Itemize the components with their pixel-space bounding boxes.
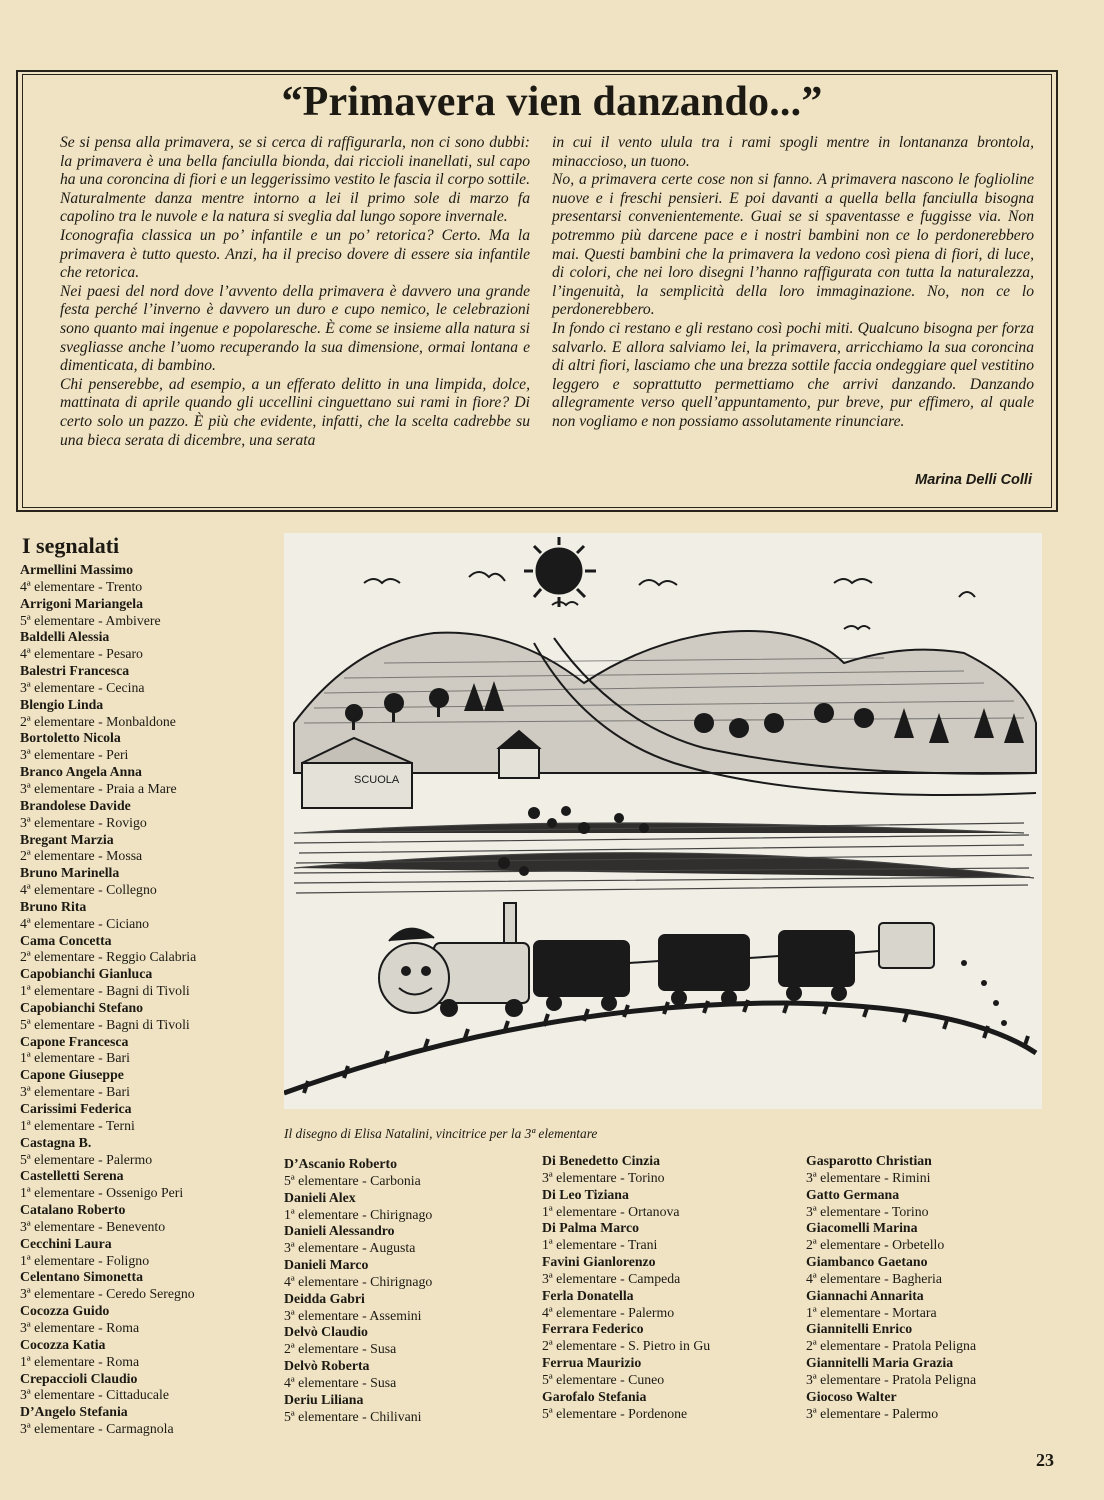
- entry-detail: 1ª elementare - Mortara: [806, 1304, 937, 1320]
- entry-detail: 2ª elementare - Monbaldone: [20, 713, 176, 729]
- school-sign: SCUOLA: [354, 774, 400, 786]
- entry-detail: 2ª elementare - S. Pietro in Gu: [542, 1338, 711, 1354]
- article-paragraph: Iconografia classica un po’ infantile e un po’ retorica? Certo. Ma la primavera è tutto questo. Anzi, ha il preciso dovere di essere sia infantile che retorica.: [60, 226, 530, 282]
- entry-detail: 1ª elementare - Chirignago: [284, 1206, 433, 1222]
- entry-name: Giocoso Walter: [806, 1388, 897, 1404]
- entry-detail: 5ª elementare - Carbonia: [284, 1172, 421, 1188]
- entry-detail: 2ª elementare - Pratola Peligna: [806, 1338, 977, 1354]
- segnalati-column-3: [542, 1153, 792, 1423]
- article-author: Marina Delli Colli: [915, 472, 1032, 488]
- article-paragraph: Chi penserebbe, ad esempio, a un efferato delitto in una limpida, dolce, mattinata di aprile quando gli uccellini cinguettano sui rami in fiore? Di certo solo un pazzo. È più che evidente, infatti, che la scelta cadrebbe su una bieca serata di dicembre, una serata: [60, 375, 530, 449]
- article-paragraph: Se si pensa alla primavera, se si cerca di raffigurarla, non ci sono dubbi: la primavera è una bella fanciulla bionda, dai riccioli inanellati, sul capo ha una coroncina di fiori e un leggerissimo vestito le fascia il corpo sottile. Naturalmente danza mentre intorno a lei il primo sole di marzo fa capolino tra le nuvole e la natura si sveglia dal lungo sopore invernale.: [60, 134, 530, 226]
- entry-name: Ferrua Maurizio: [542, 1355, 642, 1371]
- entry-detail: 4ª elementare - Trento: [20, 578, 143, 594]
- entry-name: Baldelli Alessia: [20, 629, 110, 645]
- entry-name: Celentano Simonetta: [20, 1269, 144, 1285]
- entry-name: Capobianchi Stefano: [20, 999, 144, 1015]
- child-drawing: [284, 533, 1042, 1109]
- entry-detail: 2ª elementare - Reggio Calabria: [20, 949, 197, 965]
- entry-detail: 3ª elementare - Rovigo: [20, 814, 147, 830]
- entry-name: D’Ascanio Roberto: [284, 1156, 398, 1171]
- article-title: “Primavera vien danzando...”: [281, 79, 823, 125]
- page-number: 23: [1036, 1450, 1054, 1470]
- entry-detail: 1ª elementare - Trani: [542, 1237, 658, 1253]
- entry-name: Bruno Marinella: [20, 865, 120, 881]
- entry-name: Catalano Roberto: [20, 1202, 126, 1218]
- entry-name: Cecchini Laura: [20, 1235, 112, 1251]
- entry-name: Giannitelli Maria Grazia: [806, 1355, 954, 1371]
- entry-detail: 1ª elementare - Ossenigo Peri: [20, 1185, 184, 1201]
- entry-name: Di Palma Marco: [542, 1220, 640, 1236]
- entry-detail: 4ª elementare - Susa: [284, 1374, 397, 1390]
- entry-name: Danieli Alex: [284, 1189, 356, 1205]
- article-paragraph: in cui il vento ulula tra i rami spogli mentre in lontananza brontola, minaccioso, un tuono.: [552, 134, 1034, 170]
- article-left-column: [60, 134, 530, 450]
- entry-detail: 4ª elementare - Chirignago: [284, 1273, 433, 1289]
- entry-name: Garofalo Stefania: [542, 1388, 647, 1404]
- entry-detail: 5ª elementare - Bagni di Tivoli: [20, 1016, 190, 1032]
- entry-name: Cama Concetta: [20, 932, 112, 948]
- entry-detail: 1ª elementare - Ortanova: [542, 1203, 680, 1219]
- entry-name: Gasparotto Christian: [806, 1153, 932, 1168]
- segnalati-column-1: [20, 562, 270, 1438]
- entry-detail: 1ª elementare - Terni: [20, 1117, 135, 1133]
- entry-detail: 1ª elementare - Roma: [20, 1353, 140, 1369]
- entry-detail: 4ª elementare - Bagheria: [806, 1270, 942, 1286]
- entry-detail: 3ª elementare - Torino: [542, 1169, 665, 1185]
- entry-name: Di Leo Tiziana: [542, 1186, 629, 1202]
- entry-detail: 3ª elementare - Torino: [806, 1203, 929, 1219]
- entry-name: Branco Angela Anna: [20, 764, 142, 780]
- entry-detail: 3ª elementare - Praia a Mare: [20, 780, 177, 796]
- entry-detail: 3ª elementare - Cecina: [20, 679, 145, 695]
- entry-name: Bruno Rita: [20, 898, 87, 914]
- article-paragraph: Nei paesi del nord dove l’avvento della primavera è davvero una grande festa perché l’inverno è davvero un duro e cupo nemico, le celebrazioni sono quanto mai ingenue e popolaresche. È come se insieme alla natura si svegliasse anche l’uomo recuperando la sua dimensione, ormai lontana e dimenticata, di bambino.: [60, 282, 530, 375]
- entry-name: D’Angelo Stefania: [20, 1404, 128, 1420]
- entry-name: Brandolese Davide: [20, 797, 131, 813]
- entry-name: Deriu Liliana: [284, 1391, 364, 1407]
- entry-detail: 4ª elementare - Ciciano: [20, 915, 150, 931]
- entry-detail: 1ª elementare - Bari: [20, 1050, 130, 1066]
- entry-name: Balestri Francesca: [20, 663, 130, 679]
- entry-name: Blengio Linda: [20, 696, 104, 712]
- entry-detail: 1ª elementare - Foligno: [20, 1252, 150, 1268]
- entry-detail: 5ª elementare - Palermo: [20, 1151, 153, 1167]
- entry-name: Bortoletto Nicola: [20, 730, 121, 746]
- entry-name: Bregant Marzia: [20, 831, 114, 847]
- article-paragraph: No, a primavera certe cose non si fanno. A primavera nascono le foglioline nuove e i freschi pensieri. E poi davanti a quella bella fanciulla bisogna presentarsi convenientemente. Guai se si spaventasse e fuggisse via. Non potremmo più darcene pace e i nostri bambini non ce lo perdonerebbero mai. Questi bambini che la primavera la vedono così piena di fiori, di luce, di colori, che nei loro disegni l’hanno raffigurata con tutta la naturalezza, l’ingenuità, la semplicità della loro immaginazione. No, non ce lo perdonerebbero.: [552, 171, 1034, 319]
- entry-name: Giacomelli Marina: [806, 1220, 918, 1236]
- segnalati-column-4: [806, 1153, 1056, 1423]
- entry-name: Arrigoni Mariangela: [20, 595, 143, 611]
- entry-detail: 5ª elementare - Cuneo: [542, 1371, 665, 1387]
- entry-name: Ferla Donatella: [542, 1287, 634, 1303]
- entry-detail: 3ª elementare - Pratola Peligna: [806, 1371, 977, 1387]
- segnalati-title: I segnalati: [22, 533, 120, 558]
- entry-name: Gatto Germana: [806, 1186, 900, 1202]
- entry-detail: 1ª elementare - Bagni di Tivoli: [20, 983, 190, 999]
- entry-detail: 2ª elementare - Orbetello: [806, 1237, 945, 1253]
- entry-name: Favini Gianlorenzo: [542, 1254, 656, 1270]
- entry-detail: 3ª elementare - Campeda: [542, 1270, 681, 1286]
- entry-detail: 3ª elementare - Assemini: [284, 1307, 422, 1323]
- article-paragraph: In fondo ci restano e gli restano così pochi miti. Qualcuno bisogna per forza salvarlo. E allora salviamo lei, la primavera, arricchiamo la sua coroncina di altri fiori, lasciamo che una brezza sottile faccia ondeggiare quel vestitino leggero e soprattutto permettiamo che arrivi danzando. Danzando allegramente verso quell’appuntamento, pur breve, pur effimero, al quale non vogliamo e non possiamo assolutamente rinunciare.: [552, 319, 1034, 430]
- entry-detail: 2ª elementare - Mossa: [20, 848, 143, 864]
- entry-name: Giannachi Annarita: [806, 1287, 924, 1303]
- entry-name: Castagna B.: [20, 1134, 92, 1150]
- entry-detail: 5ª elementare - Pordenone: [542, 1405, 688, 1421]
- entry-detail: 3ª elementare - Rimini: [806, 1169, 931, 1185]
- entry-detail: 3ª elementare - Bari: [20, 1084, 130, 1100]
- entry-name: Deidda Gabri: [284, 1290, 365, 1306]
- entry-name: Capobianchi Gianluca: [20, 966, 153, 982]
- entry-detail: 3ª elementare - Benevento: [20, 1218, 166, 1234]
- entry-detail: 2ª elementare - Susa: [284, 1341, 397, 1357]
- entry-detail: 4ª elementare - Collegno: [20, 882, 157, 898]
- entry-detail: 3ª elementare - Peri: [20, 747, 129, 763]
- drawing-caption: Il disegno di Elisa Natalini, vincitrice per la 3ª elementare: [284, 1126, 598, 1141]
- entry-name: Danieli Marco: [284, 1257, 369, 1273]
- entry-name: Carissimi Federica: [20, 1101, 132, 1116]
- entry-name: Armellini Massimo: [20, 562, 134, 577]
- entry-detail: 3ª elementare - Ceredo Seregno: [20, 1286, 195, 1302]
- entry-name: Giannitelli Enrico: [806, 1321, 913, 1337]
- entry-name: Giambanco Gaetano: [806, 1254, 928, 1270]
- entry-detail: 3ª elementare - Carmagnola: [20, 1421, 174, 1437]
- segnalati-column-2: [284, 1156, 524, 1426]
- entry-detail: 3ª elementare - Cittaducale: [20, 1387, 169, 1403]
- entry-name: Danieli Alessandro: [284, 1223, 395, 1239]
- entry-detail: 3ª elementare - Augusta: [284, 1240, 416, 1256]
- entry-name: Delvò Roberta: [284, 1358, 370, 1374]
- entry-detail: 5ª elementare - Chilivani: [284, 1408, 422, 1424]
- entry-detail: 3ª elementare - Roma: [20, 1319, 140, 1335]
- entry-detail: 5ª elementare - Ambivere: [20, 612, 161, 628]
- entry-name: Cocozza Katia: [20, 1336, 106, 1352]
- entry-detail: 4ª elementare - Pesaro: [20, 646, 143, 662]
- entry-name: Ferrara Federico: [542, 1321, 644, 1337]
- entry-name: Di Benedetto Cinzia: [542, 1153, 661, 1168]
- drawing-svg: [284, 533, 1042, 1109]
- entry-name: Cocozza Guido: [20, 1303, 110, 1319]
- entry-name: Delvò Claudio: [284, 1324, 368, 1340]
- entry-name: Capone Francesca: [20, 1033, 129, 1049]
- entry-name: Castelletti Serena: [20, 1168, 124, 1184]
- entry-detail: 3ª elementare - Palermo: [806, 1405, 939, 1421]
- entry-detail: 4ª elementare - Palermo: [542, 1304, 675, 1320]
- article-right-column: [552, 134, 1034, 432]
- entry-name: Crepaccioli Claudio: [20, 1370, 138, 1386]
- entry-name: Capone Giuseppe: [20, 1067, 124, 1083]
